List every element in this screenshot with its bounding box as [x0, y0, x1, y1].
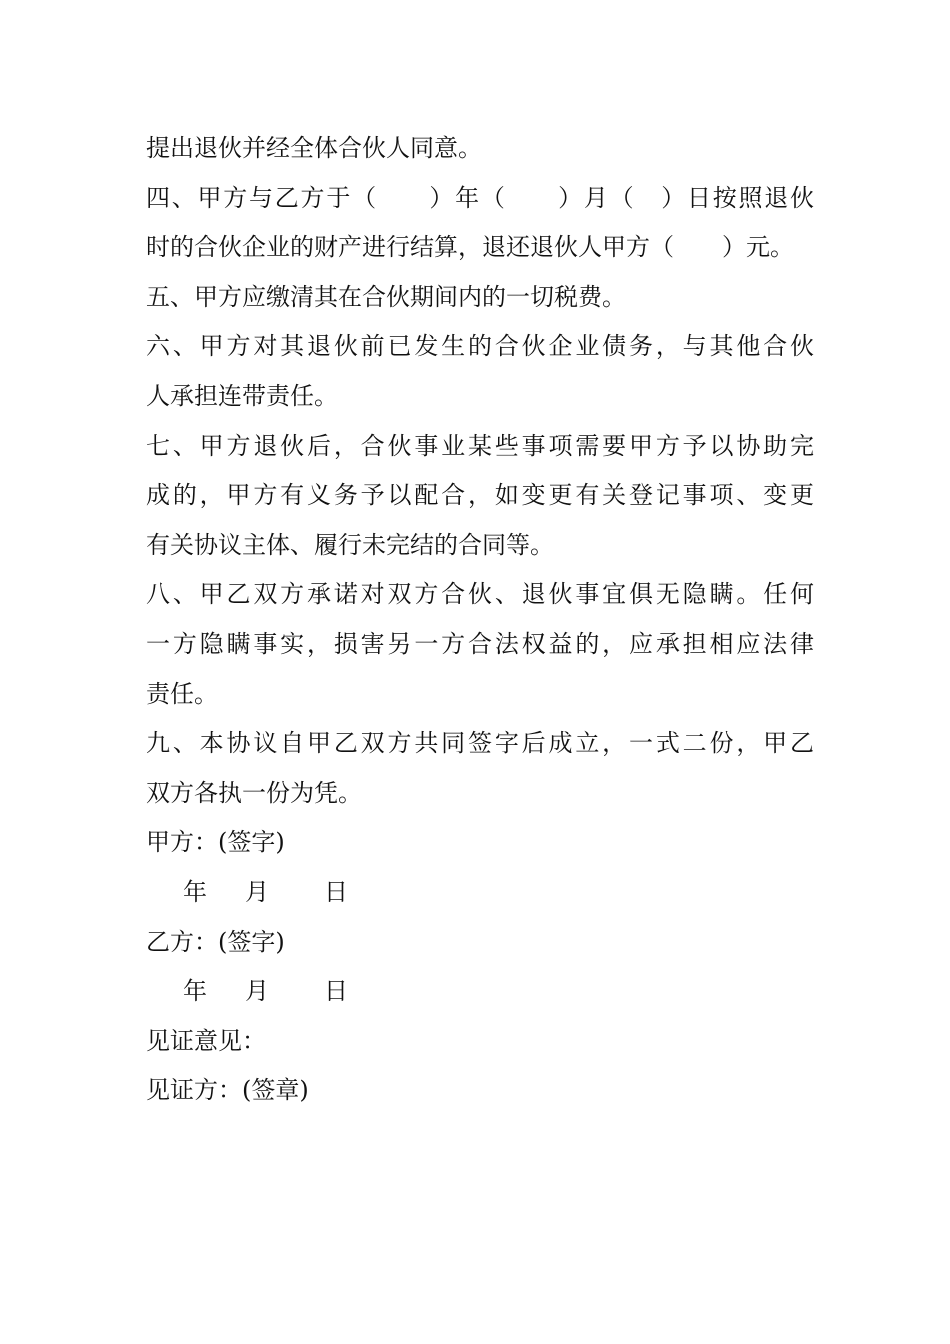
party-b-date-month: 月 — [245, 977, 269, 1006]
clause-8-line-3: 责任。 — [146, 679, 218, 708]
party-b-date-year: 年 — [183, 977, 207, 1006]
clause-7-line-2: 成的，甲方有义务予以配合，如变更有关登记事项、变更 — [146, 481, 814, 510]
party-a-date-year: 年 — [183, 877, 207, 906]
clause-8-line-1: 八、甲乙双方承诺对双方合伙、退伙事宜俱无隐瞒。任何 — [146, 580, 814, 609]
party-a-date-day: 日 — [324, 877, 348, 906]
party-a-date — [146, 868, 814, 918]
clause-4-line-2: 时的合伙企业的财产进行结算，退还退伙人甲方（ ）元。 — [146, 233, 794, 262]
clause-6-line-2: 人承担连带责任。 — [146, 381, 338, 410]
witness-seal: 见证方：(签章) — [146, 1076, 309, 1105]
party-b-date-day: 日 — [324, 977, 348, 1006]
party-b-signature: 乙方：(签字) — [146, 927, 285, 956]
clause-7-line-1: 七、甲方退伙后，合伙事业某些事项需要甲方予以协助完 — [146, 431, 814, 460]
clause-6-line-1: 六、甲方对其退伙前已发生的合伙企业债务，与其他合伙 — [146, 332, 814, 361]
party-a-date-month: 月 — [245, 877, 269, 906]
clause-9-line-1: 九、本协议自甲乙双方共同签字后成立，一式二份，甲乙 — [146, 729, 814, 758]
clause-7-line-3: 有关协议主体、履行未完结的合同等。 — [146, 530, 554, 559]
document-body — [146, 124, 814, 1116]
clause-3-continued: 提出退伙并经全体合伙人同意。 — [146, 134, 482, 162]
clause-8-line-2: 一方隐瞒事实，损害另一方合法权益的，应承担相应法律 — [146, 629, 814, 658]
party-b-date — [146, 967, 814, 1017]
clause-5: 五、甲方应缴清其在合伙期间内的一切税费。 — [146, 282, 626, 311]
witness-opinion: 见证意见： — [146, 1026, 266, 1055]
party-a-signature: 甲方：(签字) — [146, 828, 285, 857]
clause-9-line-2: 双方各执一份为凭。 — [146, 778, 362, 807]
clause-4-line-1: 四、甲方与乙方于（ ）年（ ）月（ ）日按照退伙 — [146, 183, 814, 212]
